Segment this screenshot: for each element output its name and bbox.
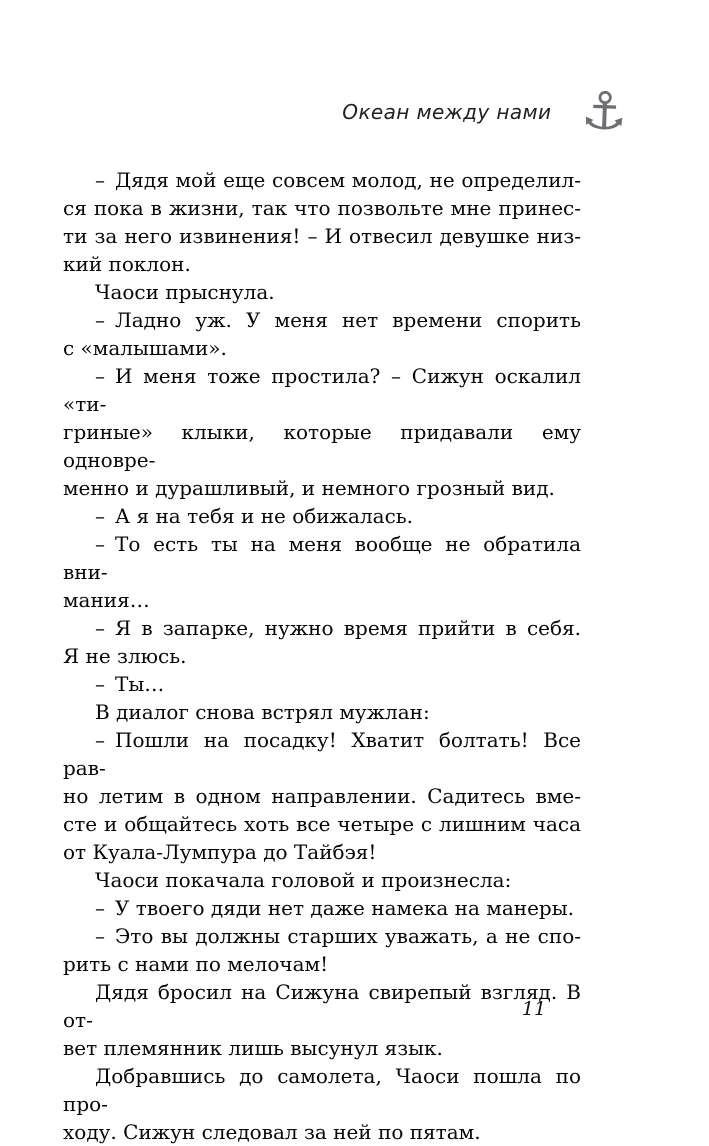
text-line: рить с нами по мелочам! <box>63 952 329 976</box>
paragraph <box>63 502 581 530</box>
text-line: Добравшись до самолета, Чаоси пошла по про- <box>63 1064 581 1116</box>
text-line: – Ты… <box>95 672 165 696</box>
running-header <box>0 81 630 143</box>
paragraph <box>63 306 581 362</box>
text-line: – Дядя мой еще совсем молод, не определил- <box>95 168 581 192</box>
text-line: гриные» клыки, которые придавали ему одновре- <box>63 420 581 472</box>
text-line: – Это вы должны старших уважать, а не спо- <box>95 924 581 948</box>
text-line: но летим в одном направлении. Садитесь вме- <box>63 784 581 808</box>
text-line: – Ладно уж. У меня нет времени спорить <box>95 308 581 332</box>
text-line: В диалог снова встрял мужлан: <box>95 700 430 724</box>
text-line: – А я на тебя и не обижалась. <box>95 504 414 528</box>
text-line: Чаоси прыснула. <box>95 280 275 304</box>
paragraph <box>63 166 581 278</box>
paragraph <box>63 278 581 306</box>
paragraph <box>63 978 581 1062</box>
text-line: ти за него извинения! – И отвесил девушке низ- <box>63 224 581 248</box>
paragraph <box>63 726 581 866</box>
text-line: от Куала-Лумпура до Тайбэя! <box>63 840 377 864</box>
text-line: менно и дурашливый, и немного грозный вид. <box>63 476 555 500</box>
text-line: ся пока в жизни, так что позвольте мне принес- <box>63 196 581 220</box>
text-line: с «малышами». <box>63 336 227 360</box>
text-line: – То есть ты на меня вообще не обратила вни- <box>63 532 581 584</box>
text-block <box>63 166 581 1146</box>
paragraph <box>63 530 581 614</box>
paragraph <box>63 922 581 978</box>
anchor-icon: ⚓ <box>580 81 630 143</box>
text-line: – Пошли на посадку! Хватит болтать! Все рав- <box>63 728 581 780</box>
paragraph <box>63 894 581 922</box>
text-line: ходу. Сижун следовал за ней по пятам. <box>63 1120 481 1144</box>
text-line: – У твоего дяди нет даже намека на манеры. <box>95 896 575 920</box>
page-number: 11 <box>521 998 547 1020</box>
paragraph <box>63 1062 581 1146</box>
paragraph <box>63 362 581 502</box>
running-title: Океан между нами <box>342 100 552 124</box>
text-line: сте и общайтесь хоть все четыре с лишним часа <box>63 812 581 836</box>
text-line: Чаоси покачала головой и произнесла: <box>95 868 512 892</box>
paragraph <box>63 698 581 726</box>
paragraph <box>63 866 581 894</box>
text-line: кий поклон. <box>63 252 191 276</box>
paragraph <box>63 614 581 670</box>
text-line: мания… <box>63 588 150 612</box>
text-line: – Я в запарке, нужно время прийти в себя. <box>95 616 581 640</box>
text-line: Я не злюсь. <box>63 644 187 668</box>
text-line: Дядя бросил на Сижуна свирепый взгляд. В от- <box>63 980 581 1032</box>
paragraph <box>63 670 581 698</box>
text-line: вет племянник лишь высунул язык. <box>63 1036 443 1060</box>
text-line: – И меня тоже простила? – Сижун оскалил «ти- <box>63 364 581 416</box>
